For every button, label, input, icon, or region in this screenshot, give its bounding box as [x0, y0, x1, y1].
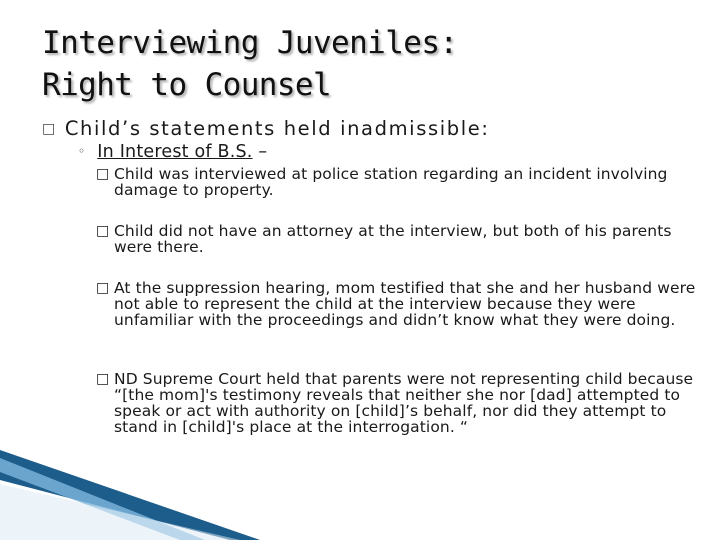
ring-bullet-icon: ◦ — [78, 144, 86, 158]
point-text: At the suppression hearing, mom testified that she and her husband were not able to represent the child at the interview because they were unfamiliar with the proceedings and didn’t know what they were doing. — [114, 279, 696, 329]
sub-bullet — [78, 142, 267, 162]
bullet-box-icon: □ — [42, 121, 57, 137]
slide-title — [42, 22, 457, 106]
point-text: Child was interviewed at police station regarding an incident involving damage to property. — [114, 165, 668, 199]
point-box-icon: □ — [96, 280, 110, 296]
case-suffix: – — [252, 142, 268, 162]
point-box-icon: □ — [96, 223, 110, 239]
point-3 — [96, 280, 696, 328]
point-1 — [96, 166, 696, 198]
point-4 — [96, 371, 696, 435]
title-line-2: Right to Counsel — [42, 67, 332, 103]
point-box-icon: □ — [96, 166, 110, 182]
point-2 — [96, 223, 696, 255]
decorative-wave — [0, 450, 720, 540]
point-text: Child did not have an attorney at the interview, but both of his parents were there. — [114, 222, 672, 256]
main-bullet-text: Child’s statements held inadmissible: — [64, 117, 490, 140]
title-line-1: Interviewing Juveniles: — [42, 25, 458, 61]
case-name: In Interest of B.S. — [97, 142, 253, 162]
point-text: ND Supreme Court held that parents were not representing child because “[the mom]'s testimony reveals that neither she nor [dad] attempted to speak or act with authority on [child]’s behalf, nor did they attempt to stand in [child]'s place at the interrogation. “ — [114, 370, 694, 436]
point-box-icon: □ — [96, 371, 110, 387]
main-bullet — [42, 117, 490, 140]
